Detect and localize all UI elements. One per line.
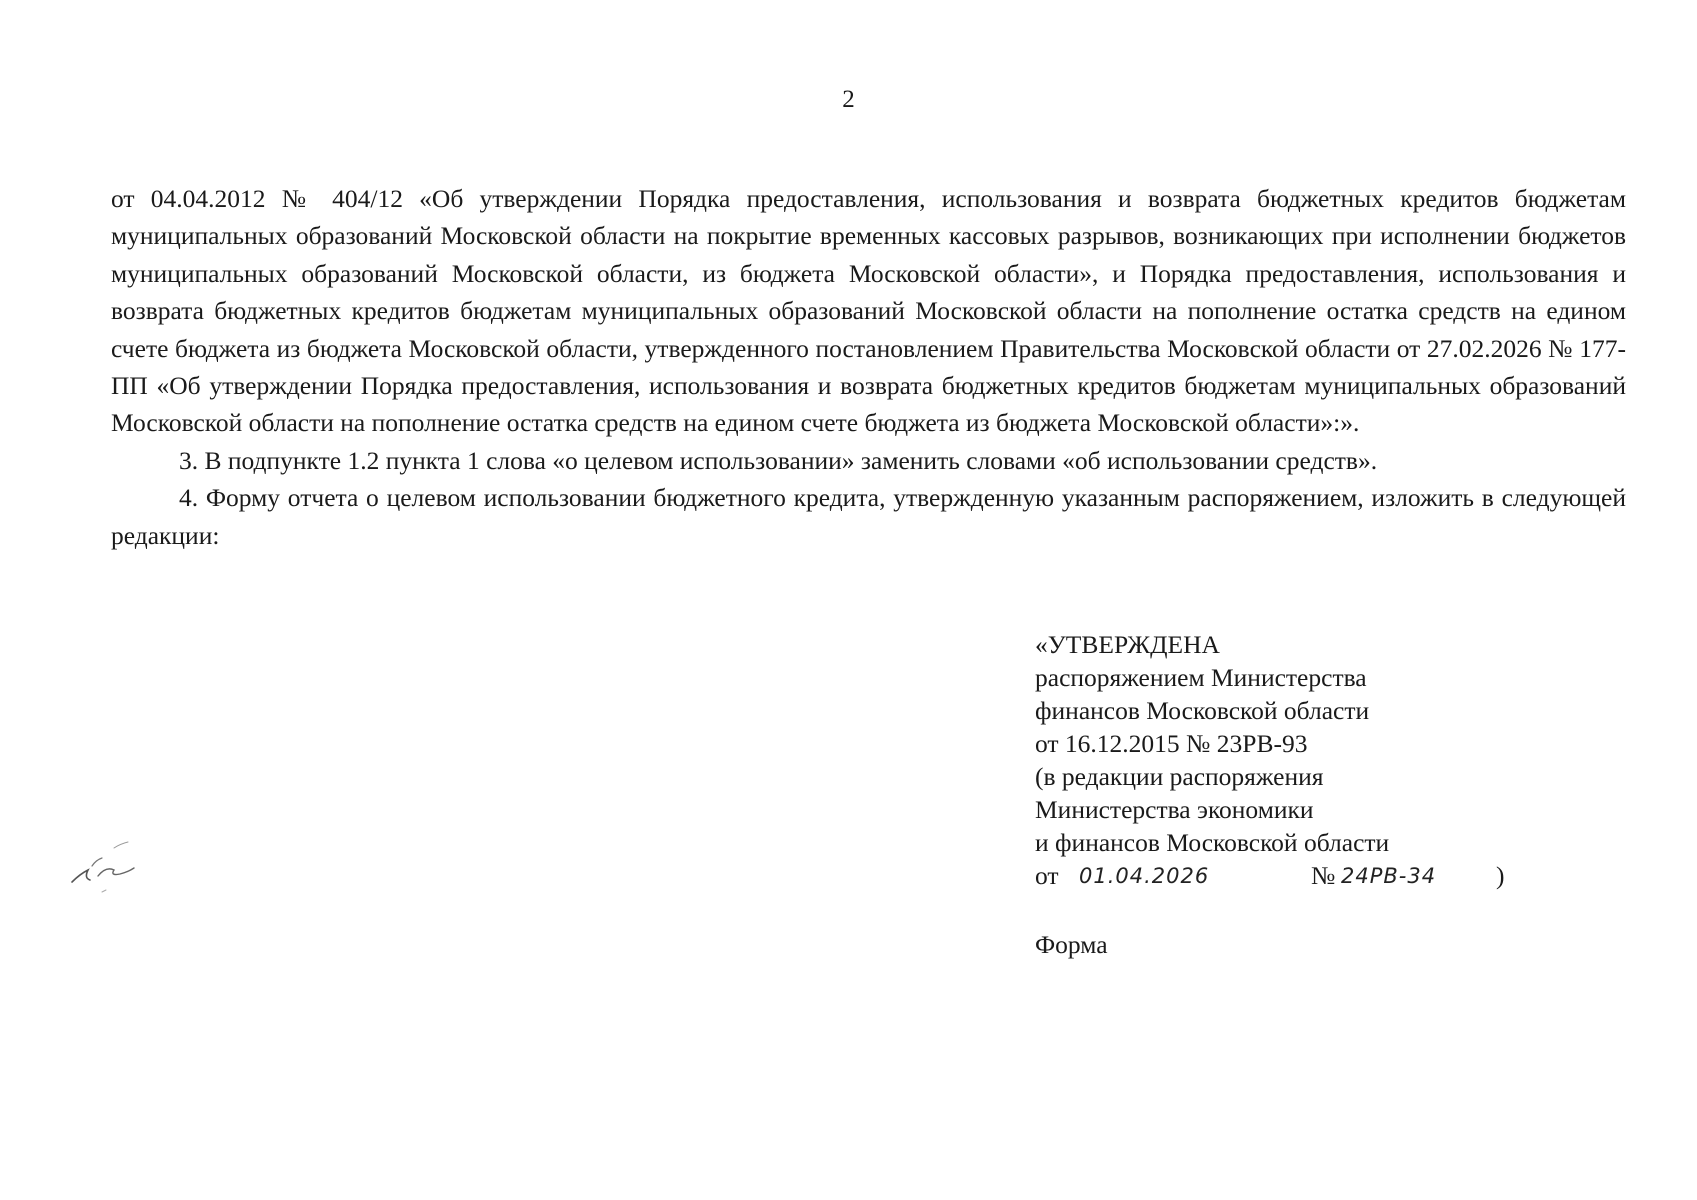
paragraph-item-3: 3. В подпункте 1.2 пункта 1 слова «о целевом использовании» заменить словами «об использовании средств». (179, 445, 1378, 475)
approval-line: распоряжением Министерства (1035, 663, 1367, 692)
form-label: Форма (1035, 930, 1108, 959)
initials-mark (62, 830, 152, 900)
approval-line: (в редакции распоряжения (1035, 762, 1324, 791)
paragraph-continuation: от 04.04.2012 № 404/12 «Об утверждении Порядка предоставления, использования и возврата бюджетных кредитов бюджетам муниципальных образований Московской области на покрытие временных кассовых разрывов, возникающих при исполнении бюджетов муниципальных образований Московской области, из бюджета Московской области», и Порядка предоставления, использования и возврата бюджетных кредитов бюджетам муниципальных образований Московской области на пополнение остатка средств на едином счете бюджета из бюджета Московской области, утвержденного постановлением Правительства Московской области от 27.02.2026 № 177-ПП «Об утверждении Порядка предоставления, использования и возврата бюджетных кредитов бюджетам муниципальных образований Московской области на пополнение остатка средств на едином счете бюджета из бюджета Московской области»:». (111, 184, 1626, 438)
approval-line: финансов Московской области (1035, 696, 1370, 725)
approval-line: от 16.12.2015 № 23РВ-93 (1035, 729, 1308, 758)
handwritten-date: 01.04.2026 (1079, 864, 1210, 888)
handwritten-number: 24РВ-34 (1341, 864, 1437, 888)
approval-line: и финансов Московской области (1035, 828, 1390, 857)
page-number: 2 (842, 86, 855, 113)
paragraph-item-4: 4. Форму отчета о целевом использовании бюджетного кредита, утвержденную указанным распоряжением, изложить в следующей редакции: (111, 483, 1626, 550)
approval-sign-row (1035, 859, 1595, 892)
closing-parenthesis: ) (1496, 861, 1505, 890)
approval-block (1035, 628, 1595, 892)
sign-row-prefix: от (1035, 861, 1059, 890)
approval-line: Министерства экономики (1035, 795, 1314, 824)
approval-line: «УТВЕРЖДЕНА (1035, 630, 1220, 659)
number-sign: № (1311, 861, 1336, 890)
document-body (111, 180, 1626, 554)
